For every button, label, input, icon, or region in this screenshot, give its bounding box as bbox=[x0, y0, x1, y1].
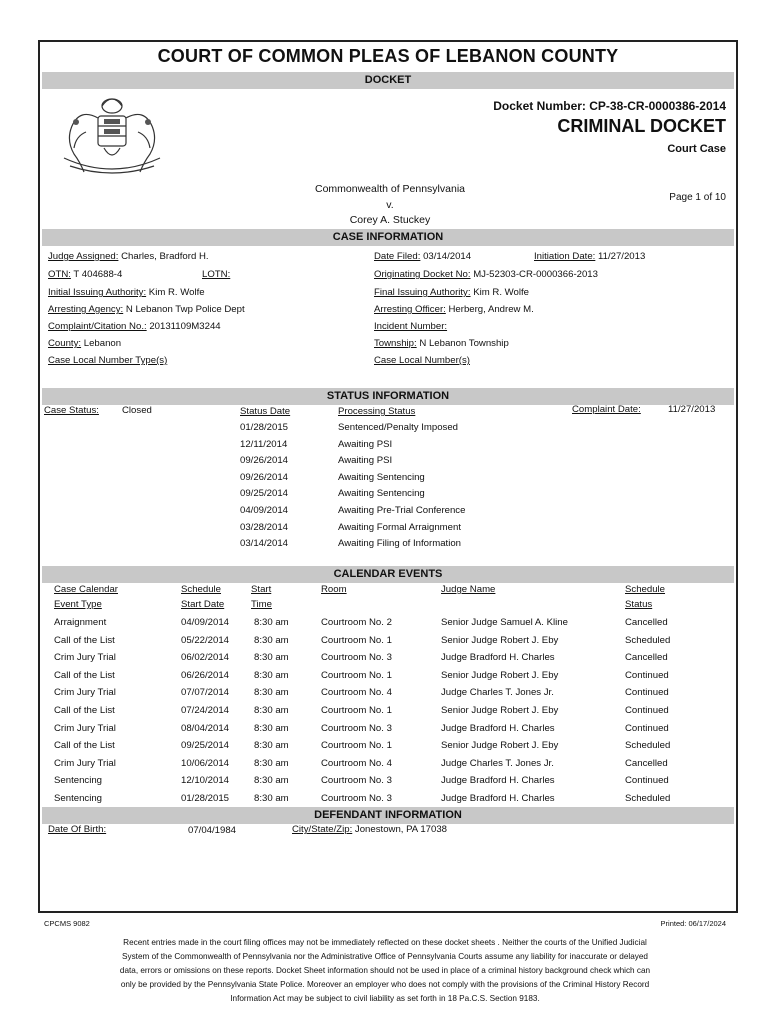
township bbox=[374, 338, 509, 349]
city-label: City/State/Zip: bbox=[292, 824, 353, 835]
arresting-agency-value: N Lebanon Twp Police Dept bbox=[125, 304, 245, 315]
event-type: Call of the List bbox=[54, 669, 115, 681]
defendant-header: DEFENDANT INFORMATION bbox=[42, 807, 734, 824]
event-type: Sentencing bbox=[54, 775, 103, 787]
room: Courtroom No. 4 bbox=[321, 757, 392, 769]
status-date: 01/28/2015 bbox=[240, 422, 289, 433]
col-sched-1: Schedule bbox=[181, 584, 222, 595]
orig-docket-label: Originating Docket No: bbox=[374, 269, 471, 280]
schedule-status: Cancelled bbox=[625, 652, 668, 664]
status-date: 04/09/2014 bbox=[240, 505, 289, 516]
date-filed bbox=[374, 251, 471, 262]
arresting-agency bbox=[48, 304, 245, 315]
processing-status: Awaiting PSI bbox=[338, 438, 393, 450]
form-code: CPCMS 9082 bbox=[44, 919, 90, 928]
schedule-date: 07/24/2014 bbox=[181, 705, 230, 716]
docket-frame bbox=[38, 40, 738, 913]
start-time: 8:30 am bbox=[254, 775, 289, 787]
docket-type: CRIMINAL DOCKET bbox=[557, 116, 726, 136]
processing-status: Awaiting Sentencing bbox=[338, 488, 425, 500]
caption-defendant: Corey A. Stuckey bbox=[349, 214, 431, 226]
local-number-type-label: Case Local Number Type(s) bbox=[48, 355, 168, 366]
schedule-date: 09/25/2014 bbox=[181, 740, 230, 752]
disclaimer-line-3: data, errors or omissions on these reports. Docket Sheet information should not be used in place of a criminal history background check which can bbox=[119, 966, 651, 975]
room: Courtroom No. 3 bbox=[321, 722, 392, 734]
docket-bar: DOCKET bbox=[42, 72, 734, 89]
complaint-date-value: 11/27/2013 bbox=[668, 404, 716, 415]
col-room: Room bbox=[321, 584, 347, 595]
otn bbox=[48, 269, 122, 280]
local-number-label: Case Local Number(s) bbox=[374, 355, 470, 366]
start-time: 8:30 am bbox=[254, 669, 289, 681]
arresting-officer-value: Herberg, Andrew M. bbox=[448, 304, 534, 315]
schedule-date: 12/10/2014 bbox=[181, 775, 230, 787]
disclaimer bbox=[70, 936, 700, 1006]
schedule-status: Continued bbox=[625, 722, 669, 734]
date-filed-value: 03/14/2014 bbox=[423, 251, 472, 262]
schedule-status: Scheduled bbox=[625, 634, 671, 646]
col-status-1: Schedule bbox=[625, 584, 666, 595]
schedule-status: Scheduled bbox=[625, 793, 671, 804]
judge-name: Senior Judge Robert J. Eby bbox=[441, 705, 559, 716]
processing-status: Awaiting PSI bbox=[338, 455, 393, 467]
judge-name: Judge Bradford H. Charles bbox=[441, 722, 555, 734]
arresting-officer bbox=[374, 304, 534, 315]
processing-status: Awaiting Pre-Trial Conference bbox=[338, 505, 466, 516]
room: Courtroom No. 2 bbox=[321, 617, 392, 628]
processing-status: Sentenced/Penalty Imposed bbox=[338, 422, 459, 433]
judge-name: Judge Charles T. Jones Jr. bbox=[441, 687, 554, 699]
col-event-2: Event Type bbox=[54, 599, 102, 610]
start-time: 8:30 am bbox=[254, 740, 289, 752]
judge-name: Senior Judge Robert J. Eby bbox=[441, 669, 559, 681]
dob-label: Date Of Birth: bbox=[48, 824, 107, 835]
calendar-header: CALENDAR EVENTS bbox=[42, 566, 734, 583]
status-date: 09/26/2014 bbox=[240, 471, 289, 483]
processing-status-header: Processing Status bbox=[338, 406, 416, 417]
judge-assigned-label: Judge Assigned: bbox=[48, 251, 119, 262]
judge-assigned-value: Charles, Bradford H. bbox=[121, 251, 209, 262]
room: Courtroom No. 3 bbox=[321, 652, 392, 664]
schedule-date: 01/28/2015 bbox=[181, 793, 230, 804]
status-date: 09/26/2014 bbox=[240, 455, 289, 467]
complaint-value: 20131109M3244 bbox=[149, 321, 221, 332]
processing-status: Awaiting Sentencing bbox=[338, 471, 425, 483]
col-sched-2: Start Date bbox=[181, 599, 225, 610]
schedule-status: Continued bbox=[625, 705, 669, 716]
otn-value: T 404688-4 bbox=[73, 269, 123, 280]
judge-name: Judge Bradford H. Charles bbox=[441, 793, 555, 804]
incident-number-label: Incident Number: bbox=[374, 321, 448, 332]
initiation-date bbox=[534, 251, 645, 262]
county-value: Lebanon bbox=[83, 338, 122, 349]
start-time: 8:30 am bbox=[254, 705, 289, 716]
disclaimer-line-4: only be provided by the Pennsylvania State Police. Moreover an employer who does not comply with the provisions of the Criminal History Record bbox=[120, 980, 650, 989]
initiation-date-label: Initiation Date: bbox=[534, 251, 596, 262]
event-type: Crim Jury Trial bbox=[54, 652, 116, 664]
complaint-label: Complaint/Citation No.: bbox=[48, 321, 147, 332]
col-status-2: Status bbox=[625, 599, 653, 610]
event-type: Arraignment bbox=[54, 617, 107, 628]
disclaimer-line-2: System of the Commonwealth of Pennsylvania nor the Administrative Office of Pennsylvania Courts assume any liability for inaccurate or delayed bbox=[122, 952, 648, 961]
orig-docket-value: MJ-52303-CR-0000366-2013 bbox=[473, 269, 598, 280]
schedule-status: Scheduled bbox=[625, 740, 671, 752]
complaint-date-label: Complaint Date: bbox=[572, 404, 641, 415]
caption-versus: v. bbox=[386, 199, 394, 211]
county bbox=[48, 338, 121, 349]
disclaimer-line-5: Information Act may be subject to civil liability as set forth in 18 Pa.C.S. Section 9183. bbox=[230, 994, 540, 1003]
start-time: 8:30 am bbox=[254, 687, 289, 699]
schedule-date: 04/09/2014 bbox=[181, 617, 230, 628]
room: Courtroom No. 1 bbox=[321, 705, 392, 716]
county-label: County: bbox=[48, 338, 82, 349]
status-date: 03/14/2014 bbox=[240, 538, 289, 550]
col-event-1: Case Calendar bbox=[54, 584, 118, 595]
lotn-label: LOTN: bbox=[202, 269, 231, 280]
pennsylvania-seal-icon bbox=[56, 92, 168, 178]
schedule-date: 10/06/2014 bbox=[181, 757, 230, 769]
schedule-date: 05/22/2014 bbox=[181, 634, 230, 646]
judge-name: Judge Charles T. Jones Jr. bbox=[441, 757, 554, 769]
status-date-header: Status Date bbox=[240, 406, 291, 417]
final-authority-value: Kim R. Wolfe bbox=[473, 287, 529, 298]
page-number: Page 1 of 10 bbox=[669, 192, 726, 203]
schedule-status: Continued bbox=[625, 775, 669, 787]
judge-assigned bbox=[48, 251, 209, 262]
final-authority-label: Final Issuing Authority: bbox=[374, 287, 471, 298]
judge-name: Senior Judge Robert J. Eby bbox=[441, 634, 559, 646]
start-time: 8:30 am bbox=[254, 722, 289, 734]
room: Courtroom No. 1 bbox=[321, 740, 392, 752]
schedule-date: 07/07/2014 bbox=[181, 687, 230, 699]
initial-authority-value: Kim R. Wolfe bbox=[148, 287, 205, 298]
start-time: 8:30 am bbox=[254, 652, 289, 664]
room: Courtroom No. 3 bbox=[321, 793, 392, 804]
event-type: Crim Jury Trial bbox=[54, 722, 116, 734]
court-case-label: Court Case bbox=[667, 143, 726, 155]
schedule-date: 06/26/2014 bbox=[181, 669, 230, 681]
case-info-header: CASE INFORMATION bbox=[42, 229, 734, 246]
final-authority bbox=[374, 287, 529, 298]
date-filed-label: Date Filed: bbox=[374, 251, 421, 262]
start-time: 8:30 am bbox=[254, 634, 289, 646]
status-date: 12/11/2014 bbox=[240, 438, 288, 450]
room: Courtroom No. 1 bbox=[321, 634, 392, 646]
status-date: 09/25/2014 bbox=[240, 488, 289, 500]
initiation-date-value: 11/27/2013 bbox=[598, 251, 646, 262]
room: Courtroom No. 3 bbox=[321, 775, 392, 787]
schedule-status: Cancelled bbox=[625, 757, 668, 769]
city-value: Jonestown, PA 17038 bbox=[354, 824, 448, 835]
start-time: 8:30 am bbox=[254, 617, 289, 628]
judge-name: Judge Bradford H. Charles bbox=[441, 775, 555, 787]
township-label: Township: bbox=[374, 338, 417, 349]
complaint-number bbox=[48, 321, 221, 332]
schedule-status: Continued bbox=[625, 669, 669, 681]
disclaimer-line-1: Recent entries made in the court filing offices may not be immediately reflected on these docket sheets . Neither the courts of the Unified Judicial bbox=[123, 938, 647, 947]
court-title: COURT OF COMMON PLEAS OF LEBANON COUNTY bbox=[157, 46, 619, 66]
originating-docket bbox=[374, 269, 598, 280]
initial-authority bbox=[48, 287, 205, 298]
judge-name: Senior Judge Robert J. Eby bbox=[441, 740, 559, 752]
schedule-date: 08/04/2014 bbox=[181, 722, 230, 734]
caption-plaintiff: Commonwealth of Pennsylvania bbox=[315, 183, 465, 195]
col-judge: Judge Name bbox=[441, 584, 496, 595]
col-start-2: Time bbox=[251, 599, 272, 610]
case-status-label: Case Status: bbox=[44, 405, 99, 416]
status-info-header: STATUS INFORMATION bbox=[42, 388, 734, 405]
room: Courtroom No. 4 bbox=[321, 687, 392, 699]
judge-name: Senior Judge Samuel A. Kline bbox=[441, 617, 568, 628]
processing-status: Awaiting Formal Arraignment bbox=[338, 521, 461, 533]
start-time: 8:30 am bbox=[254, 793, 289, 804]
initial-authority-label: Initial Issuing Authority: bbox=[48, 287, 147, 298]
schedule-status: Continued bbox=[625, 687, 669, 699]
col-start-1: Start bbox=[251, 584, 272, 595]
processing-status: Awaiting Filing of Information bbox=[338, 538, 462, 550]
judge-name: Judge Bradford H. Charles bbox=[441, 652, 555, 664]
start-time: 8:30 am bbox=[254, 757, 289, 769]
event-type: Crim Jury Trial bbox=[54, 687, 116, 699]
event-type: Call of the List bbox=[54, 705, 115, 716]
docket-number: Docket Number: CP-38-CR-0000386-2014 bbox=[493, 99, 726, 113]
city-state-zip bbox=[292, 824, 447, 835]
case-status-value: Closed bbox=[122, 405, 152, 416]
otn-label: OTN: bbox=[48, 269, 71, 280]
event-type: Call of the List bbox=[54, 634, 115, 646]
dob-value: 07/04/1984 bbox=[188, 825, 237, 836]
room: Courtroom No. 1 bbox=[321, 669, 392, 681]
event-type: Sentencing bbox=[54, 793, 103, 804]
arresting-officer-label: Arresting Officer: bbox=[374, 304, 446, 315]
printed-date: Printed: 06/17/2024 bbox=[660, 919, 726, 928]
event-type: Crim Jury Trial bbox=[54, 757, 116, 769]
schedule-status: Cancelled bbox=[625, 617, 668, 628]
event-type: Call of the List bbox=[54, 740, 115, 752]
status-date: 03/28/2014 bbox=[240, 521, 289, 533]
township-value: N Lebanon Township bbox=[419, 338, 509, 349]
schedule-date: 06/02/2014 bbox=[181, 652, 230, 664]
arresting-agency-label: Arresting Agency: bbox=[48, 304, 124, 315]
